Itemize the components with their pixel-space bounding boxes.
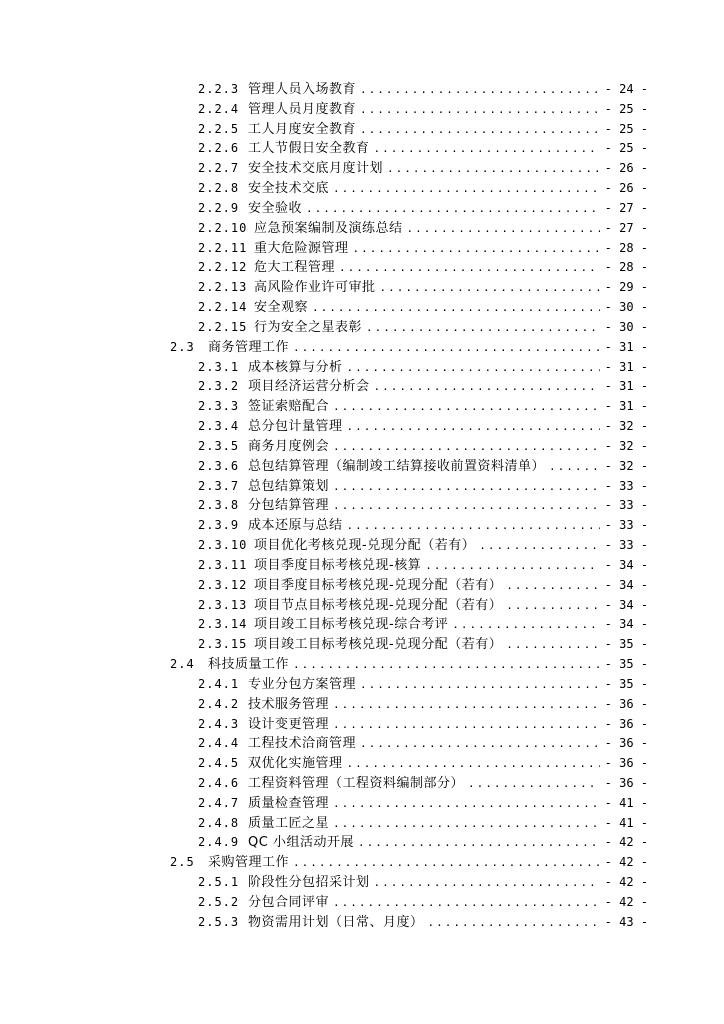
toc-section-entry[interactable]: [170, 853, 648, 873]
toc-line: [198, 556, 648, 576]
toc-subsection-entry[interactable]: [198, 596, 648, 616]
toc-dot-leader: [360, 675, 600, 695]
toc-line: [198, 358, 648, 378]
toc-title: 安全观察: [254, 300, 309, 316]
toc-page-number: - 41 -: [604, 795, 648, 810]
toc-line: [198, 437, 648, 457]
toc-page-number: - 25 -: [604, 141, 648, 156]
toc-number: 2.2.11: [198, 240, 248, 255]
toc-subsection-entry[interactable]: [198, 496, 648, 516]
toc-subsection-entry[interactable]: [198, 536, 648, 556]
toc-line: [198, 397, 648, 417]
toc-title: 项目节点目标考核兑现-兑现分配（若有）: [254, 597, 503, 613]
toc-number: 2.4.8: [198, 815, 240, 830]
toc-subsection-entry[interactable]: [198, 833, 648, 853]
toc-number: 2.4.3: [198, 716, 240, 731]
toc-line: [198, 833, 648, 853]
toc-page-number: - 43 -: [604, 914, 648, 929]
toc-title: 项目优化考核兑现-兑现分配（若有）: [254, 538, 476, 554]
toc-line: [198, 100, 648, 120]
toc-title: 商务管理工作: [208, 339, 290, 355]
toc-dot-leader: [407, 219, 600, 239]
toc-subsection-entry[interactable]: [198, 417, 648, 437]
toc-page-number: - 27 -: [604, 220, 648, 235]
toc-title: 安全验收: [248, 200, 303, 216]
toc-title: 质量检查管理: [248, 795, 330, 811]
toc-line: [198, 417, 648, 437]
toc-line: [198, 635, 648, 655]
toc-title: 设计变更管理: [248, 716, 330, 732]
toc-subsection-entry[interactable]: [198, 695, 648, 715]
toc-number: 2.4.6: [198, 775, 240, 790]
toc-subsection-entry[interactable]: [198, 80, 648, 100]
toc-title: 物资需用计划（日常、月度）: [248, 914, 424, 930]
toc-title: 阶段性分包招采计划: [248, 875, 370, 891]
toc-title: 工人月度安全教育: [248, 121, 357, 137]
toc-title: 总包结算管理（编制竣工结算接收前置资料清单）: [248, 458, 546, 474]
toc-page-number: - 42 -: [604, 835, 648, 850]
toc-dot-leader: [506, 635, 600, 655]
toc-subsection-entry[interactable]: [198, 377, 648, 397]
toc-dot-leader: [549, 457, 600, 477]
toc-title: 双优化实施管理: [248, 756, 343, 772]
toc-number: 2.5: [170, 855, 195, 870]
toc-page-number: - 34 -: [604, 577, 648, 592]
toc-subsection-entry[interactable]: [198, 556, 648, 576]
toc-number: 2.2.5: [198, 121, 240, 136]
toc-number: 2.4.4: [198, 736, 240, 751]
toc-subsection-entry[interactable]: [198, 278, 648, 298]
toc-subsection-entry[interactable]: [198, 814, 648, 834]
toc-number: 2.4.2: [198, 696, 240, 711]
toc-dot-leader: [428, 913, 600, 933]
toc-page-number: - 33 -: [604, 538, 648, 553]
toc-number: 2.4.9: [198, 835, 240, 850]
toc-subsection-entry[interactable]: [198, 913, 648, 933]
toc-dot-leader: [506, 596, 600, 616]
toc-title: 安全技术交底月度计划: [248, 161, 384, 177]
toc-subsection-entry[interactable]: [198, 239, 648, 259]
toc-dot-leader: [339, 258, 600, 278]
toc-line: [198, 873, 648, 893]
toc-dot-leader: [333, 893, 600, 913]
toc-line: [198, 576, 648, 596]
toc-page-number: - 36 -: [604, 716, 648, 731]
toc-page-number: - 25 -: [604, 101, 648, 116]
table-of-contents: [0, 80, 724, 933]
toc-dot-leader: [479, 536, 600, 556]
toc-subsection-entry[interactable]: [198, 774, 648, 794]
toc-dot-leader: [353, 239, 600, 259]
toc-number: 2.5.1: [198, 875, 240, 890]
toc-dot-leader: [333, 496, 600, 516]
toc-subsection-entry[interactable]: [198, 179, 648, 199]
toc-dot-leader: [452, 615, 600, 635]
toc-line: [198, 298, 648, 318]
toc-number: 2.3.2: [198, 379, 240, 394]
toc-title: 项目季度目标考核兑现-兑现分配（若有）: [254, 577, 503, 593]
toc-number: 2.3.14: [198, 617, 248, 632]
toc-line: [198, 675, 648, 695]
toc-line: [198, 615, 648, 635]
toc-number: 2.3.11: [198, 557, 248, 572]
toc-page-number: - 31 -: [604, 379, 648, 394]
toc-title: 签证索赔配合: [248, 399, 330, 415]
toc-number: 2.2.4: [198, 101, 240, 116]
toc-number: 2.3.6: [198, 458, 240, 473]
toc-subsection-entry[interactable]: [198, 675, 648, 695]
toc-title: 危大工程管理: [254, 260, 336, 276]
toc-line: [198, 814, 648, 834]
toc-subsection-entry[interactable]: [198, 873, 648, 893]
toc-title: 项目季度目标考核兑现-核算: [254, 557, 422, 573]
toc-page-number: - 32 -: [604, 438, 648, 453]
toc-page-number: - 42 -: [604, 855, 648, 870]
toc-title: 分包结算管理: [248, 498, 330, 514]
toc-dot-leader: [347, 358, 600, 378]
toc-line: [198, 774, 648, 794]
toc-page-number: - 34 -: [604, 597, 648, 612]
toc-line: [198, 239, 648, 259]
toc-page-number: - 35 -: [604, 637, 648, 652]
toc-subsection-entry[interactable]: [198, 258, 648, 278]
toc-line: [198, 179, 648, 199]
toc-subsection-entry[interactable]: [198, 457, 648, 477]
toc-page-number: - 33 -: [604, 518, 648, 533]
toc-dot-leader: [374, 873, 600, 893]
toc-number: 2.4.7: [198, 795, 240, 810]
toc-title: 行为安全之星表彰: [254, 319, 363, 335]
toc-title: 项目竣工目标考核兑现-综合考评: [254, 617, 449, 633]
toc-dot-leader: [374, 377, 600, 397]
toc-title: 工程技术洽商管理: [248, 736, 357, 752]
toc-subsection-entry[interactable]: [198, 477, 648, 497]
toc-title: 高风险作业许可审批: [254, 280, 376, 296]
toc-number: 2.3.15: [198, 637, 248, 652]
toc-number: 2.3.3: [198, 399, 240, 414]
toc-page-number: - 36 -: [604, 775, 648, 790]
toc-subsection-entry[interactable]: [198, 794, 648, 814]
toc-dot-leader: [333, 715, 600, 735]
toc-number: 2.3.1: [198, 359, 240, 374]
toc-page-number: - 41 -: [604, 815, 648, 830]
toc-page-number: - 31 -: [604, 339, 648, 354]
toc-line: [198, 496, 648, 516]
toc-dot-leader: [360, 80, 600, 100]
toc-title: 技术服务管理: [248, 696, 330, 712]
toc-subsection-entry[interactable]: [198, 754, 648, 774]
toc-title: 成本还原与总结: [248, 518, 343, 534]
toc-number: 2.2.13: [198, 280, 248, 295]
toc-title: 总分包计量管理: [248, 419, 343, 435]
toc-line: [198, 318, 648, 338]
toc-dot-leader: [387, 159, 600, 179]
toc-number: 2.2.9: [198, 200, 240, 215]
toc-line: [198, 734, 648, 754]
toc-number: 2.2.14: [198, 300, 248, 315]
toc-subsection-entry[interactable]: [198, 219, 648, 239]
toc-line: [198, 695, 648, 715]
toc-dot-leader: [293, 338, 600, 358]
toc-title: 商务月度例会: [248, 438, 330, 454]
toc-number: 2.3: [170, 339, 195, 354]
toc-title: 成本核算与分析: [248, 359, 343, 375]
toc-title: 管理人员入场教育: [248, 82, 357, 97]
toc-number: 2.3.10: [198, 538, 248, 553]
toc-title: 总包结算策划: [248, 478, 330, 494]
toc-number: 2.2.7: [198, 161, 240, 176]
toc-page-number: - 28 -: [604, 260, 648, 275]
toc-number: 2.5.3: [198, 914, 240, 929]
toc-subsection-entry[interactable]: [198, 715, 648, 735]
toc-dot-leader: [333, 437, 600, 457]
toc-title: 采购管理工作: [208, 855, 290, 871]
toc-page-number: - 32 -: [604, 458, 648, 473]
toc-page-number: - 25 -: [604, 121, 648, 136]
toc-page-number: - 30 -: [604, 300, 648, 315]
toc-dot-leader: [293, 655, 600, 675]
toc-subsection-entry[interactable]: [198, 358, 648, 378]
toc-dot-leader: [360, 100, 600, 120]
toc-number: 2.3.7: [198, 478, 240, 493]
toc-title: 重大危险源管理: [254, 240, 349, 256]
toc-line: [198, 715, 648, 735]
toc-page-number: - 29 -: [604, 280, 648, 295]
toc-subsection-entry[interactable]: [198, 199, 648, 219]
toc-page-number: - 24 -: [604, 82, 648, 96]
toc-title: QC 小组活动开展: [248, 835, 354, 851]
toc-dot-leader: [293, 853, 600, 873]
toc-dot-leader: [347, 754, 600, 774]
toc-line: [170, 338, 648, 358]
toc-subsection-entry[interactable]: [198, 318, 648, 338]
toc-line: [198, 159, 648, 179]
toc-page-number: - 33 -: [604, 478, 648, 493]
toc-dot-leader: [333, 397, 600, 417]
toc-line: [198, 457, 648, 477]
toc-page-number: - 35 -: [604, 676, 648, 691]
toc-title: 管理人员月度教育: [248, 101, 357, 117]
toc-subsection-entry[interactable]: [198, 100, 648, 120]
toc-dot-leader: [333, 477, 600, 497]
toc-page-number: - 42 -: [604, 875, 648, 890]
toc-title: 科技质量工作: [208, 657, 290, 673]
toc-number: 2.3.13: [198, 597, 248, 612]
toc-title: 质量工匠之星: [248, 815, 330, 831]
toc-line: [198, 536, 648, 556]
toc-page-number: - 34 -: [604, 557, 648, 572]
toc-page-number: - 28 -: [604, 240, 648, 255]
toc-dot-leader: [333, 794, 600, 814]
toc-page-number: - 32 -: [604, 419, 648, 434]
toc-line: [198, 516, 648, 536]
toc-number: 2.3.4: [198, 419, 240, 434]
toc-dot-leader: [358, 833, 600, 853]
toc-section-entry[interactable]: [170, 338, 648, 358]
toc-line: [198, 913, 648, 933]
toc-dot-leader: [506, 576, 600, 596]
toc-dot-leader: [380, 278, 600, 298]
toc-page-number: - 26 -: [604, 181, 648, 196]
toc-page-number: - 34 -: [604, 617, 648, 632]
toc-number: 2.2.3: [198, 82, 240, 96]
toc-dot-leader: [333, 695, 600, 715]
toc-line: [198, 199, 648, 219]
toc-line: [198, 794, 648, 814]
toc-page-number: - 42 -: [604, 894, 648, 909]
toc-number: 2.2.6: [198, 141, 240, 156]
toc-number: 2.2.12: [198, 260, 248, 275]
toc-number: 2.3.9: [198, 518, 240, 533]
toc-page-number: - 30 -: [604, 319, 648, 334]
toc-page-number: - 31 -: [604, 399, 648, 414]
toc-line: [198, 258, 648, 278]
toc-number: 2.2.15: [198, 319, 248, 334]
toc-page-number: - 36 -: [604, 736, 648, 751]
toc-title: 工人节假日安全教育: [248, 141, 370, 157]
toc-section-entry[interactable]: [170, 655, 648, 675]
toc-number: 2.4.5: [198, 756, 240, 771]
toc-number: 2.4.1: [198, 676, 240, 691]
toc-page-number: - 36 -: [604, 756, 648, 771]
toc-dot-leader: [425, 556, 600, 576]
toc-title: 安全技术交底: [248, 181, 330, 197]
toc-subsection-entry[interactable]: [198, 893, 648, 913]
toc-dot-leader: [333, 814, 600, 834]
toc-title: 项目经济运营分析会: [248, 379, 370, 395]
toc-number: 2.3.12: [198, 577, 248, 592]
toc-subsection-entry[interactable]: [198, 734, 648, 754]
toc-number: 2.3.5: [198, 438, 240, 453]
toc-line: [198, 377, 648, 397]
toc-page-number: - 35 -: [604, 657, 648, 672]
toc-page-number: - 36 -: [604, 696, 648, 711]
toc-subsection-entry[interactable]: [198, 397, 648, 417]
toc-line: [198, 754, 648, 774]
toc-subsection-entry[interactable]: [198, 139, 648, 159]
toc-line: [198, 893, 648, 913]
toc-line: [198, 120, 648, 140]
toc-dot-leader: [468, 774, 600, 794]
toc-dot-leader: [333, 179, 600, 199]
toc-number: 2.2.8: [198, 181, 240, 196]
toc-page-number: - 27 -: [604, 200, 648, 215]
toc-line: [198, 80, 648, 100]
toc-line: [170, 655, 648, 675]
toc-dot-leader: [360, 734, 600, 754]
toc-number: 2.2.10: [198, 220, 248, 235]
toc-dot-leader: [366, 318, 600, 338]
toc-title: 项目竣工目标考核兑现-兑现分配（若有）: [254, 637, 503, 653]
toc-page-number: - 26 -: [604, 161, 648, 176]
toc-number: 2.4: [170, 657, 195, 672]
toc-page-number: - 31 -: [604, 359, 648, 374]
toc-line: [198, 219, 648, 239]
toc-dot-leader: [360, 120, 600, 140]
toc-line: [198, 477, 648, 497]
toc-subsection-entry[interactable]: [198, 120, 648, 140]
toc-line: [170, 853, 648, 873]
toc-title: 分包合同评审: [248, 894, 330, 910]
toc-dot-leader: [347, 417, 600, 437]
toc-number: 2.3.8: [198, 498, 240, 513]
toc-dot-leader: [306, 199, 600, 219]
toc-line: [198, 596, 648, 616]
toc-title: 应急预案编制及演练总结: [254, 220, 403, 236]
toc-subsection-entry[interactable]: [198, 159, 648, 179]
toc-title: 工程资料管理（工程资料编制部分）: [248, 775, 465, 791]
toc-page-number: - 33 -: [604, 498, 648, 513]
toc-line: [198, 139, 648, 159]
toc-subsection-entry[interactable]: [198, 615, 648, 635]
toc-subsection-entry[interactable]: [198, 298, 648, 318]
toc-subsection-entry[interactable]: [198, 437, 648, 457]
toc-subsection-entry[interactable]: [198, 635, 648, 655]
toc-subsection-entry[interactable]: [198, 516, 648, 536]
toc-dot-leader: [347, 516, 600, 536]
toc-line: [198, 278, 648, 298]
toc-number: 2.5.2: [198, 894, 240, 909]
toc-dot-leader: [374, 139, 600, 159]
toc-subsection-entry[interactable]: [198, 576, 648, 596]
toc-title: 专业分包方案管理: [248, 676, 357, 692]
toc-dot-leader: [312, 298, 600, 318]
